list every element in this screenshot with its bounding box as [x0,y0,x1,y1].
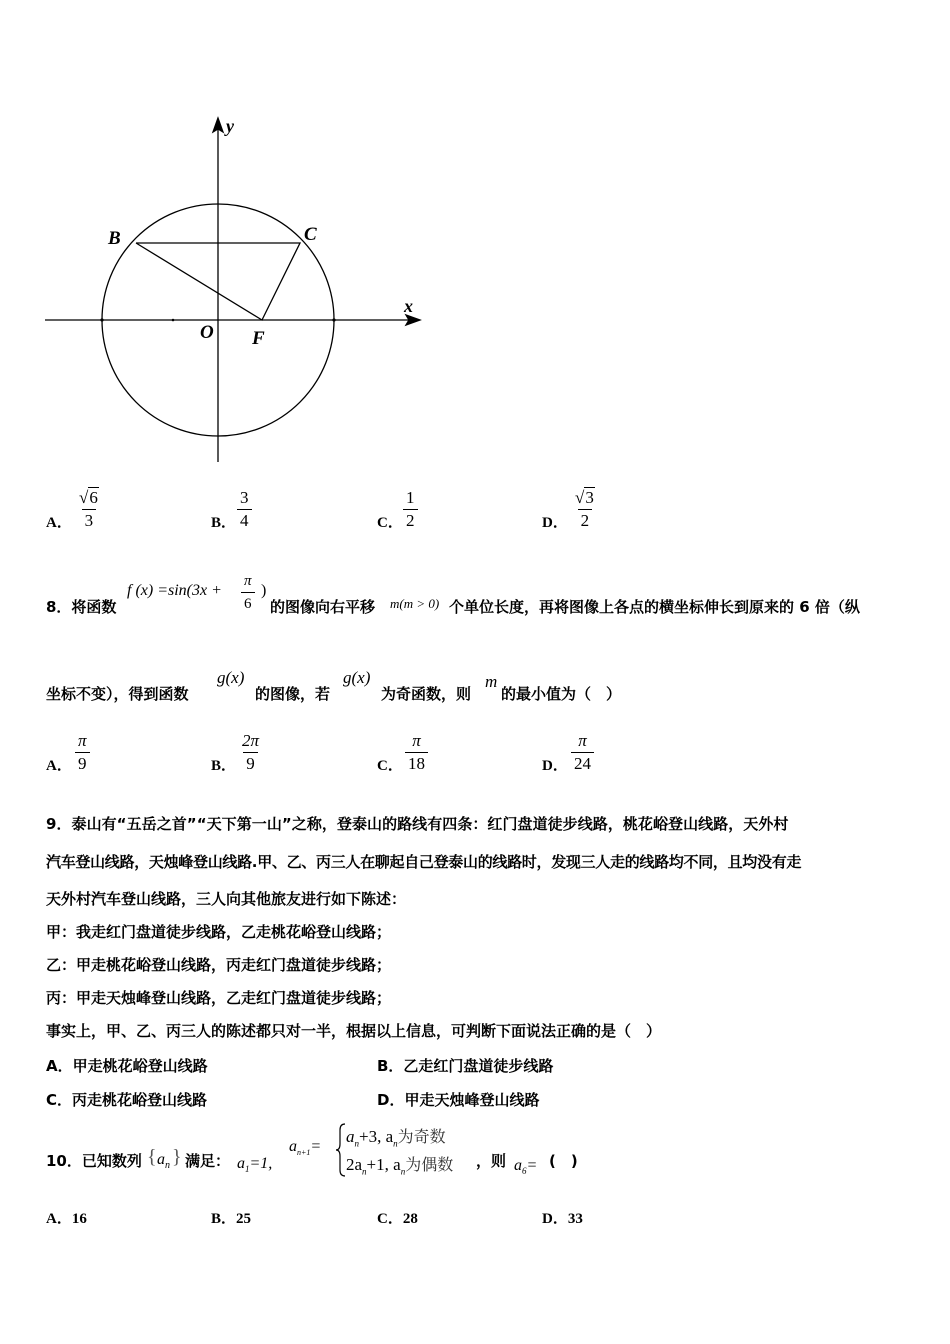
q7-option-d-label: D． [542,515,568,531]
origin-label: O [200,322,214,343]
q8-text4: 的图像，若 [255,685,331,703]
q8-option-a-value [75,730,90,775]
q7-b-num: 3 [240,488,249,507]
q10-number: 10．已知数列 [46,1152,142,1170]
q8-option-d-label: D． [542,758,568,774]
q10-option-d: D．33 [542,1211,583,1227]
q8-option-b-value [239,730,262,775]
q9-line5: 乙：甲走桃花峪登山线路，丙走红门盘道徒步线路； [46,956,392,974]
q9-option-b: B．乙走红门盘道徒步线路 [377,1057,554,1075]
q10-option-b: B．25 [211,1211,252,1227]
q10-seq-brace-left: { [147,1146,157,1168]
q7-option-c-label: C． [377,515,403,531]
q8-option-b-label: B． [211,758,237,774]
y-axis-label: y [226,116,234,136]
q8-func-den: 6 [241,592,255,615]
q8-option-c-label: C． [377,758,403,774]
q9-line7: 事实上，甲、乙、丙三人的陈述都只对一半，根据以上信息，可判断下面说法正确的是（ ） [46,1022,662,1040]
q10-seq-brace-right: } [172,1146,182,1168]
q9-line1: 9．泰山有“五岳之首”“天下第一山”之称，登泰山的路线有四条：红门盘道徒步线路，桃花峪登山线路，天外村 [46,815,789,833]
q7-option-a-label: A． [46,515,72,531]
q8-c-num: π [412,731,421,750]
q8-c-den: 18 [405,752,428,775]
q10-option-a: A．16 [46,1211,87,1227]
q10-case1: $a_n+3$, $a_n$为奇数 [346,1127,446,1149]
q10-an1: $a_{n+1}=$ [289,1138,322,1158]
q8-gx2: g(x) [343,668,371,687]
q7-option-d-value: $\frac{√3}{2}$ [575,488,594,530]
q9-option-d: D．甲走天烛峰登山线路 [377,1091,540,1109]
q10-text2: ，则 [476,1152,507,1170]
q8-b-den: 9 [243,752,258,775]
q7-option-b-label: B． [211,515,237,531]
q8-func-close: ) [261,582,267,599]
q8-option-d-value [571,730,594,775]
q9-line4: 甲：我走红门盘道徒步线路，乙走桃花峪登山线路； [46,923,392,941]
q8-shift: m(m > 0) [390,596,440,611]
q8-d-den: 24 [571,752,594,775]
q10-seq: $a_n$ [157,1151,170,1172]
q8-text6: 的最小值为（ ） [501,685,622,703]
coordinate-figure [40,110,430,470]
x-axis-label: x [404,296,413,316]
q10-text1: 满足： [185,1152,231,1170]
q8-text3: 坐标不变），得到函数 [46,685,189,703]
q7-d-den: 2 [578,509,593,532]
q10-a1: $a_1=1$, [237,1155,273,1175]
q7-option-a-value: $\frac{√6}{3}$ [79,488,98,530]
q9-line3: 天外村汽车登山线路，三人向其他旅友进行如下陈述： [46,890,407,908]
q8-function-fraction [241,570,255,615]
q7-b-den: 4 [237,509,252,532]
q8-a-num: π [78,731,87,750]
point-c-label: C [304,224,317,245]
q7-c-num: 1 [406,488,415,507]
q8-option-a-label: A． [46,758,72,774]
q9-option-a: A．甲走桃花峪登山线路 [46,1057,208,1075]
q10-a6: $a_6=$ [514,1157,538,1177]
q9-line6: 丙：甲走天烛峰登山线路，乙走红门盘道徒步线路； [46,989,392,1007]
q7-a-num: 6 [89,488,98,507]
q10-option-c: C．28 [377,1211,418,1227]
point-b-label: B [108,228,121,249]
q8-number: 8．将函数 [46,598,117,616]
point-f-label: F [252,328,265,349]
q9-line2: 汽车登山线路，天烛峰登山线路.甲、乙、丙三人在聊起自己登泰山的线路时，发现三人走的线路均不同，且均没有走 [46,853,802,871]
q8-a-den: 9 [75,752,90,775]
q7-option-b-value [237,487,252,532]
q8-text5: 为奇函数，则 [381,685,472,703]
q7-a-den: 3 [82,509,97,532]
q7-option-c-value [403,487,418,532]
q8-m: m [485,672,498,691]
q8-text2: 个单位长度，再将图像上各点的横坐标伸长到原来的 6 倍（纵 [449,598,860,616]
q8-function: f (x) =sin(3x + [127,582,222,599]
q8-d-num: π [578,731,587,750]
q8-b-num: 2π [242,731,260,750]
q10-text3: ( ) [549,1152,578,1170]
q8-option-c-value [405,730,428,775]
q10-case2: $2a_n+1$, $a_n$为偶数 [346,1155,454,1177]
q8-text1: 的图像向右平移 [270,598,376,616]
q7-d-num: 3 [585,488,594,507]
q7-c-den: 2 [403,509,418,532]
q9-option-c: C．丙走桃花峪登山线路 [46,1091,208,1109]
q8-func-num: π [244,573,252,589]
q8-gx1: g(x) [217,668,245,687]
